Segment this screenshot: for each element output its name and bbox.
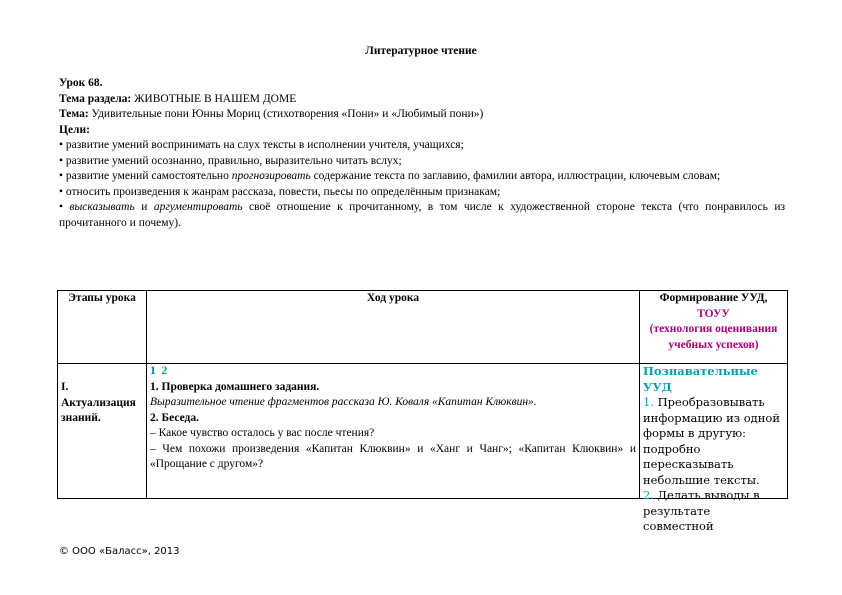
goal-2: • развитие умений осознанно, правильно, выразительно читать вслух;: [59, 154, 402, 167]
page-title: Литературное чтение: [365, 45, 477, 57]
section-line: [59, 92, 785, 108]
section-value: ЖИВОТНЫЕ В НАШЕМ ДОМЕ: [134, 92, 297, 105]
question-1: – Какое чувство осталось у вас после чтения?: [150, 427, 375, 439]
lesson-table: [57, 290, 788, 533]
topic-value: Удивительные пони Юнны Мориц (стихотворения «Пони» и «Любимый пони»): [91, 108, 484, 120]
uud-item-2: 2. Делать выводы в результате совместной: [643, 488, 760, 533]
touu-label: ТОУУ: [697, 307, 730, 320]
table-header-row: [58, 291, 788, 364]
homework-text: Выразительное чтение фрагментов рассказа Ю. Коваля «Капитан Клюквин».: [150, 396, 537, 408]
conversation-heading: 2. Беседа.: [150, 411, 199, 424]
goals-label: Цели:: [59, 123, 90, 136]
section-label: Тема раздела:: [59, 92, 132, 105]
slide-numbers: 1 2: [150, 365, 168, 377]
question-2: – Чем похожи произведения «Капитан Клюквин» и «Ханг и Чанг»; «Капитан Клюквин» и «Прощание с другом»?: [150, 442, 636, 470]
lesson-number: Урок 68.: [59, 77, 103, 89]
uud-item-1: 1. Преобразовывать информацию из одной формы в другую: подробно пересказывать небольшие тексты.: [643, 395, 780, 487]
touu-description: (технология оценивания учебных успехов): [649, 323, 778, 351]
homework-check: 1. Проверка домашнего задания.: [150, 380, 320, 393]
col-header-process: Ход урока: [147, 291, 640, 364]
topic-label: Тема:: [59, 108, 89, 120]
col-header-stages: Этапы урока: [58, 291, 147, 364]
process-cell: [147, 364, 640, 499]
topic-line: [59, 107, 785, 123]
table-row: [58, 364, 788, 499]
goal-4: • относить произведения к жанрам рассказа, повести, пьесы по определённым признакам;: [59, 185, 501, 198]
lesson-header: [59, 76, 785, 231]
goal-1: • развитие умений воспринимать на слух тексты в исполнении учителя, учащихся;: [59, 139, 464, 151]
goal-3: • развитие умений самостоятельно прогнозировать содержание текста по заглавию, фамилии автора, иллюстрации, ключевым словам;: [59, 170, 721, 182]
stage-cell: I. Актуализация знаний.: [58, 364, 147, 499]
uud-cognitive-title: Познавательные УУД: [643, 364, 758, 394]
copyright-footer: © ООО «Баласс», 2013: [59, 546, 180, 557]
uud-cell: [640, 364, 788, 533]
goal-5: • высказывать и аргументировать своё отношение к прочитанному, в том числе к художественной стороне текста (что понравилось из прочитанного и почему).: [59, 201, 786, 229]
col-header-uud: Формирование УУД, ТОУУ (технология оценивания учебных успехов): [640, 291, 788, 364]
